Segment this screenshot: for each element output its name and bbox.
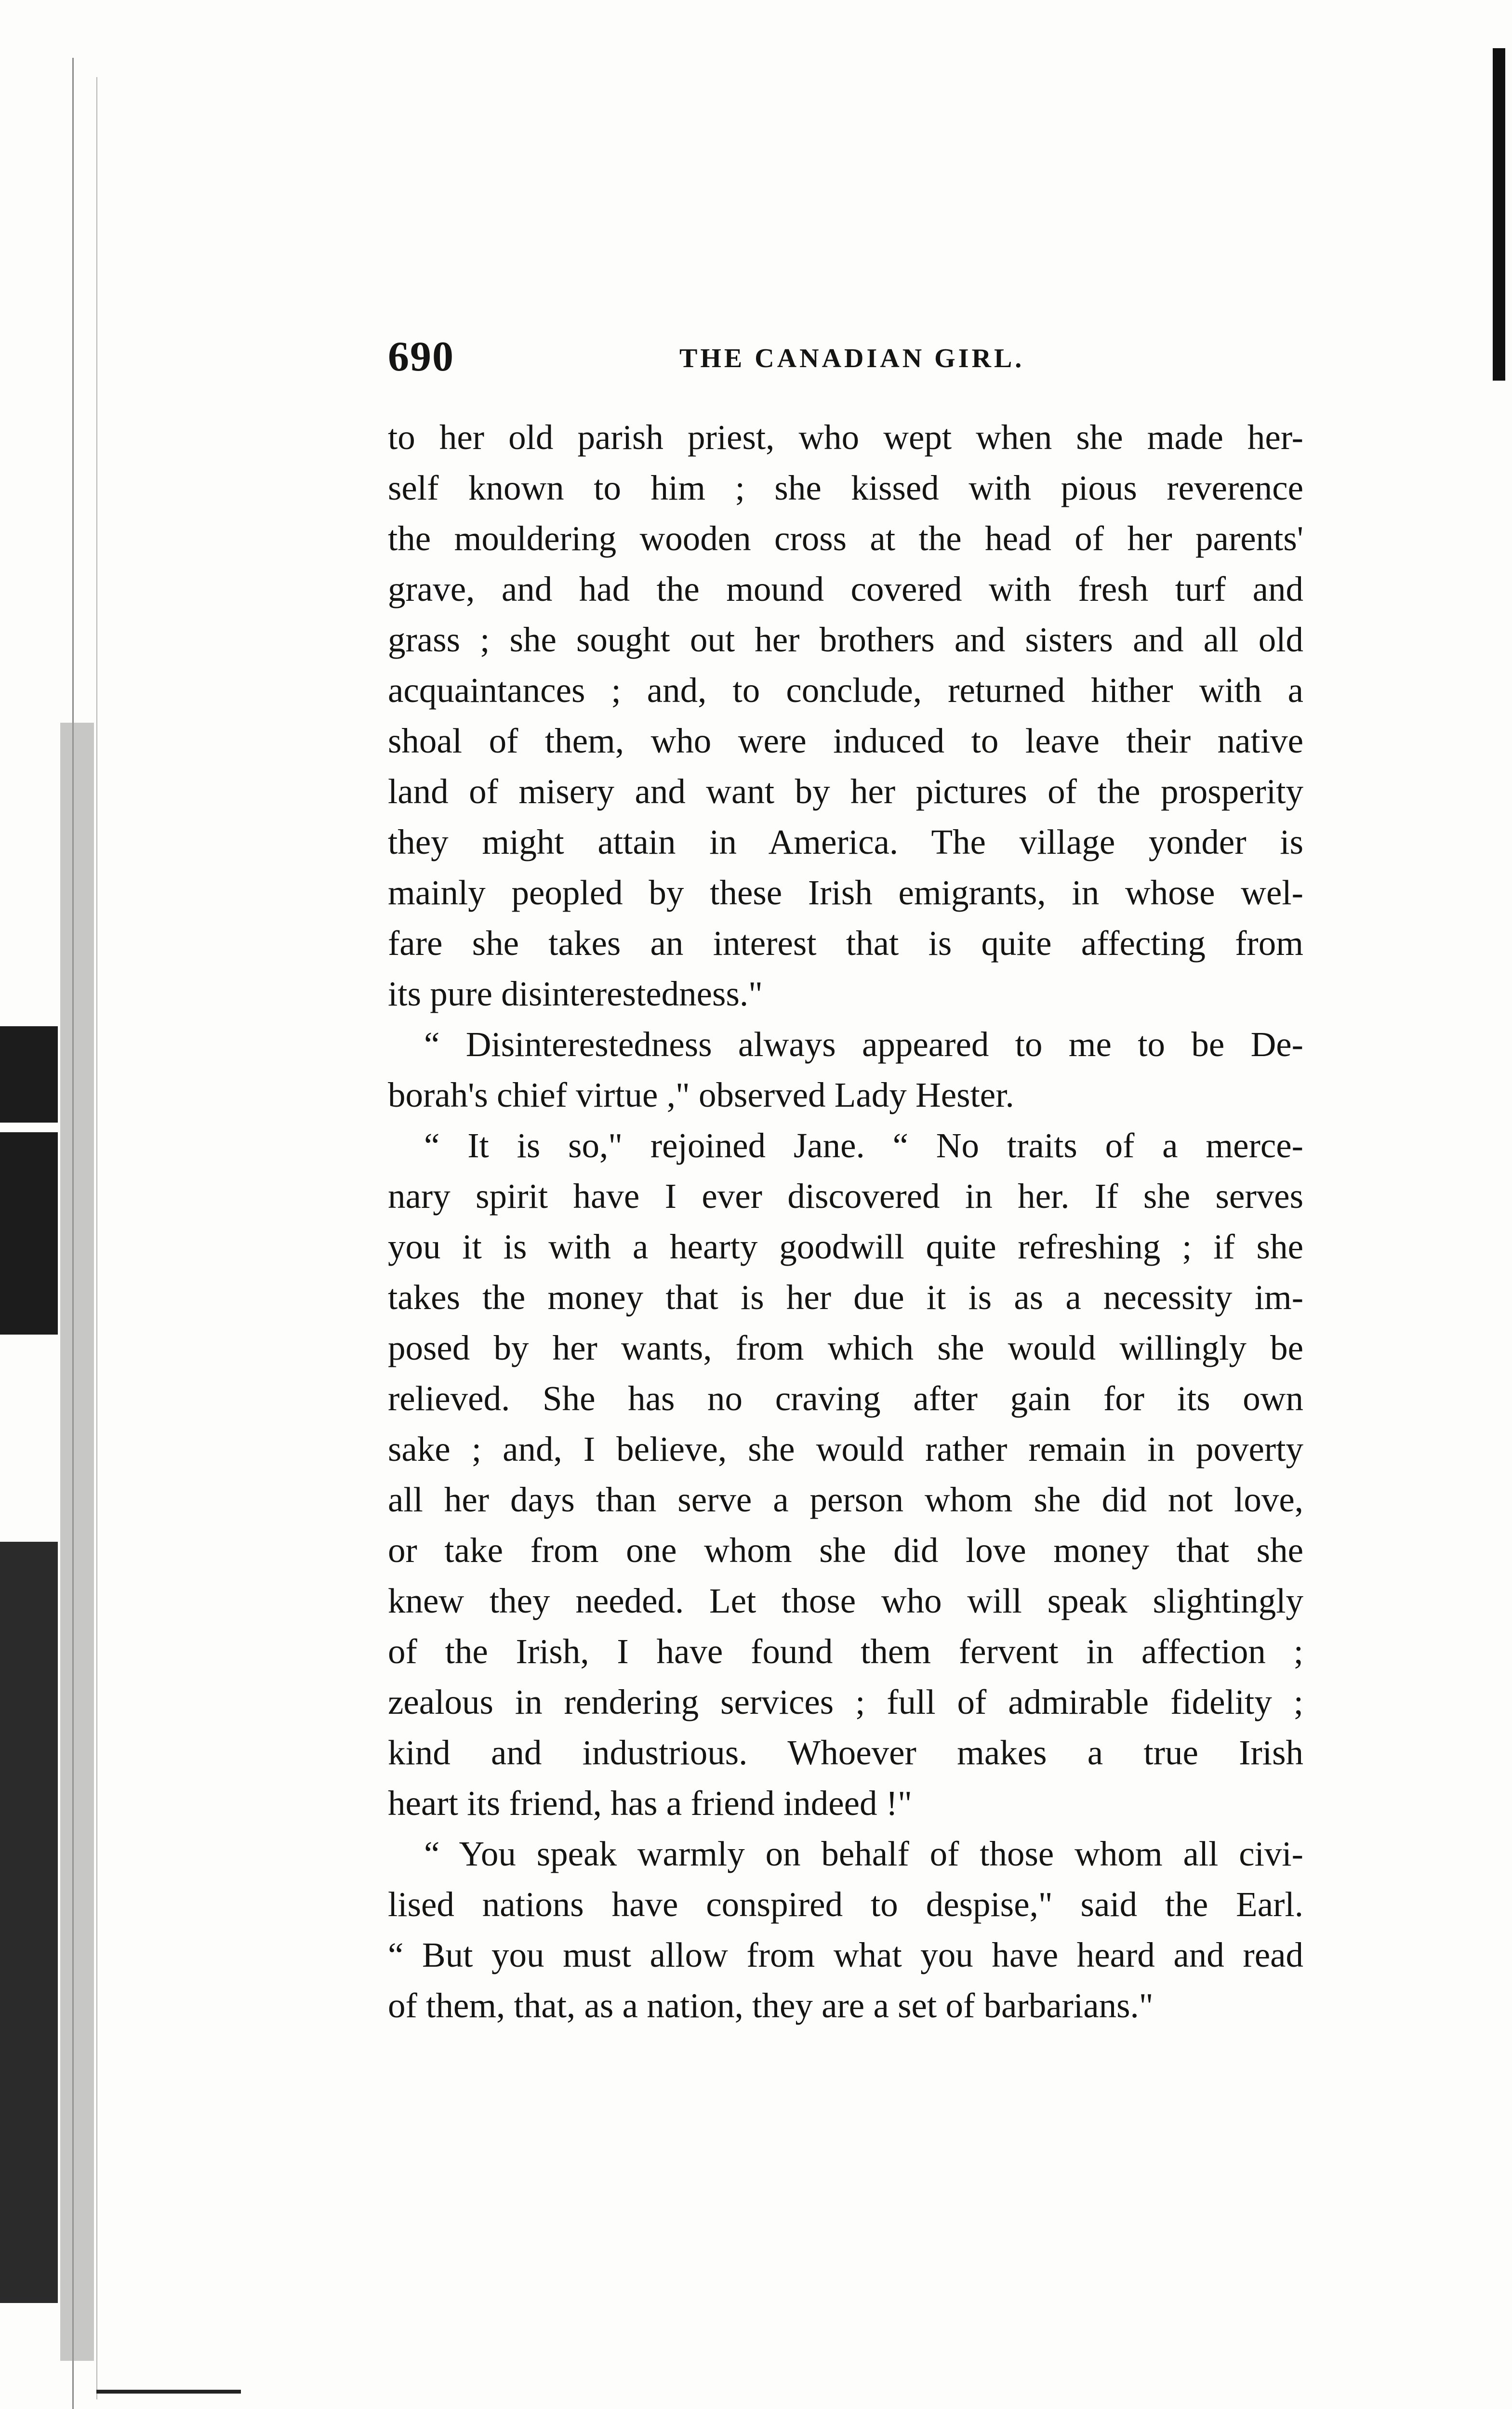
edge-shadow-block [96,2390,241,2394]
text-line: “ You speak warmly on behalf of those whom all civi- [424,1834,1303,1873]
text-line: borah's chief virtue ," observed Lady Hester. [388,1075,1014,1114]
text-line: relieved. She has no craving after gain for its own [388,1379,1303,1418]
body-text [388,412,1303,2031]
text-line: “ But you must allow from what you have heard and read [388,1935,1303,1974]
text-line: grass ; she sought out her brothers and sisters and all old [388,620,1303,659]
text-line: takes the money that is her due it is as a necessity im- [388,1278,1303,1317]
edge-shadow-block [60,723,94,2361]
running-head: THE CANADIAN GIRL. [679,344,1025,373]
text-line: fare she takes an interest that is quite affecting from [388,924,1303,963]
text-line: sake ; and, I believe, she would rather remain in poverty [388,1430,1303,1469]
text-line: they might attain in America. The village yonder is [388,822,1303,861]
edge-shadow-block [0,1542,58,2303]
text-line: to her old parish priest, who wept when she made her- [388,418,1303,457]
edge-line [96,77,97,2399]
text-line: zealous in rendering services ; full of admirable fidelity ; [388,1682,1303,1721]
page-header [388,332,1352,385]
text-line: the mouldering wooden cross at the head of her parents' [388,519,1303,558]
binding-edge-scan-artifact [0,0,125,2409]
page-number: 690 [388,333,454,380]
scan-edge-bar [1493,48,1505,381]
text-line: grave, and had the mound covered with fresh turf and [388,569,1303,609]
text-line: shoal of them, who were induced to leave their native [388,721,1303,760]
text-line: posed by her wants, from which she would willingly be [388,1328,1303,1367]
text-line: you it is with a hearty goodwill quite refreshing ; if she [388,1227,1303,1266]
text-line: mainly peopled by these Irish emigrants, in whose wel- [388,873,1303,912]
text-line: of the Irish, I have found them fervent in affection ; [388,1632,1303,1671]
text-line: self known to him ; she kissed with pious reverence [388,468,1303,507]
text-line: “ Disinterestedness always appeared to me to be De- [424,1025,1303,1064]
edge-shadow-block [0,1132,58,1335]
text-line: heart its friend, has a friend indeed !" [388,1784,912,1823]
text-line: lised nations have conspired to despise," said the Earl. [388,1885,1303,1924]
text-line: all her days than serve a person whom she did not love, [388,1480,1303,1519]
text-line: nary spirit have I ever discovered in her. If she serves [388,1177,1303,1216]
text-line: kind and industrious. Whoever makes a true Irish [388,1733,1303,1772]
paragraph [388,1019,1303,1120]
text-line: knew they needed. Let those who will speak slightingly [388,1581,1303,1620]
text-line: “ It is so," rejoined Jane. “ No traits of a merce- [424,1126,1303,1165]
text-line: or take from one whom she did love money that she [388,1531,1303,1570]
paragraph [388,1828,1303,2031]
text-line: its pure disinterestedness." [388,974,763,1013]
text-line: land of misery and want by her pictures of the prosperity [388,772,1303,811]
text-line: of them, that, as a nation, they are a set of barbarians." [388,1986,1154,2025]
edge-shadow-block [0,1026,58,1123]
paragraph [388,412,1303,1019]
text-line: acquaintances ; and, to conclude, returned hither with a [388,671,1303,710]
paragraph [388,1120,1303,1828]
